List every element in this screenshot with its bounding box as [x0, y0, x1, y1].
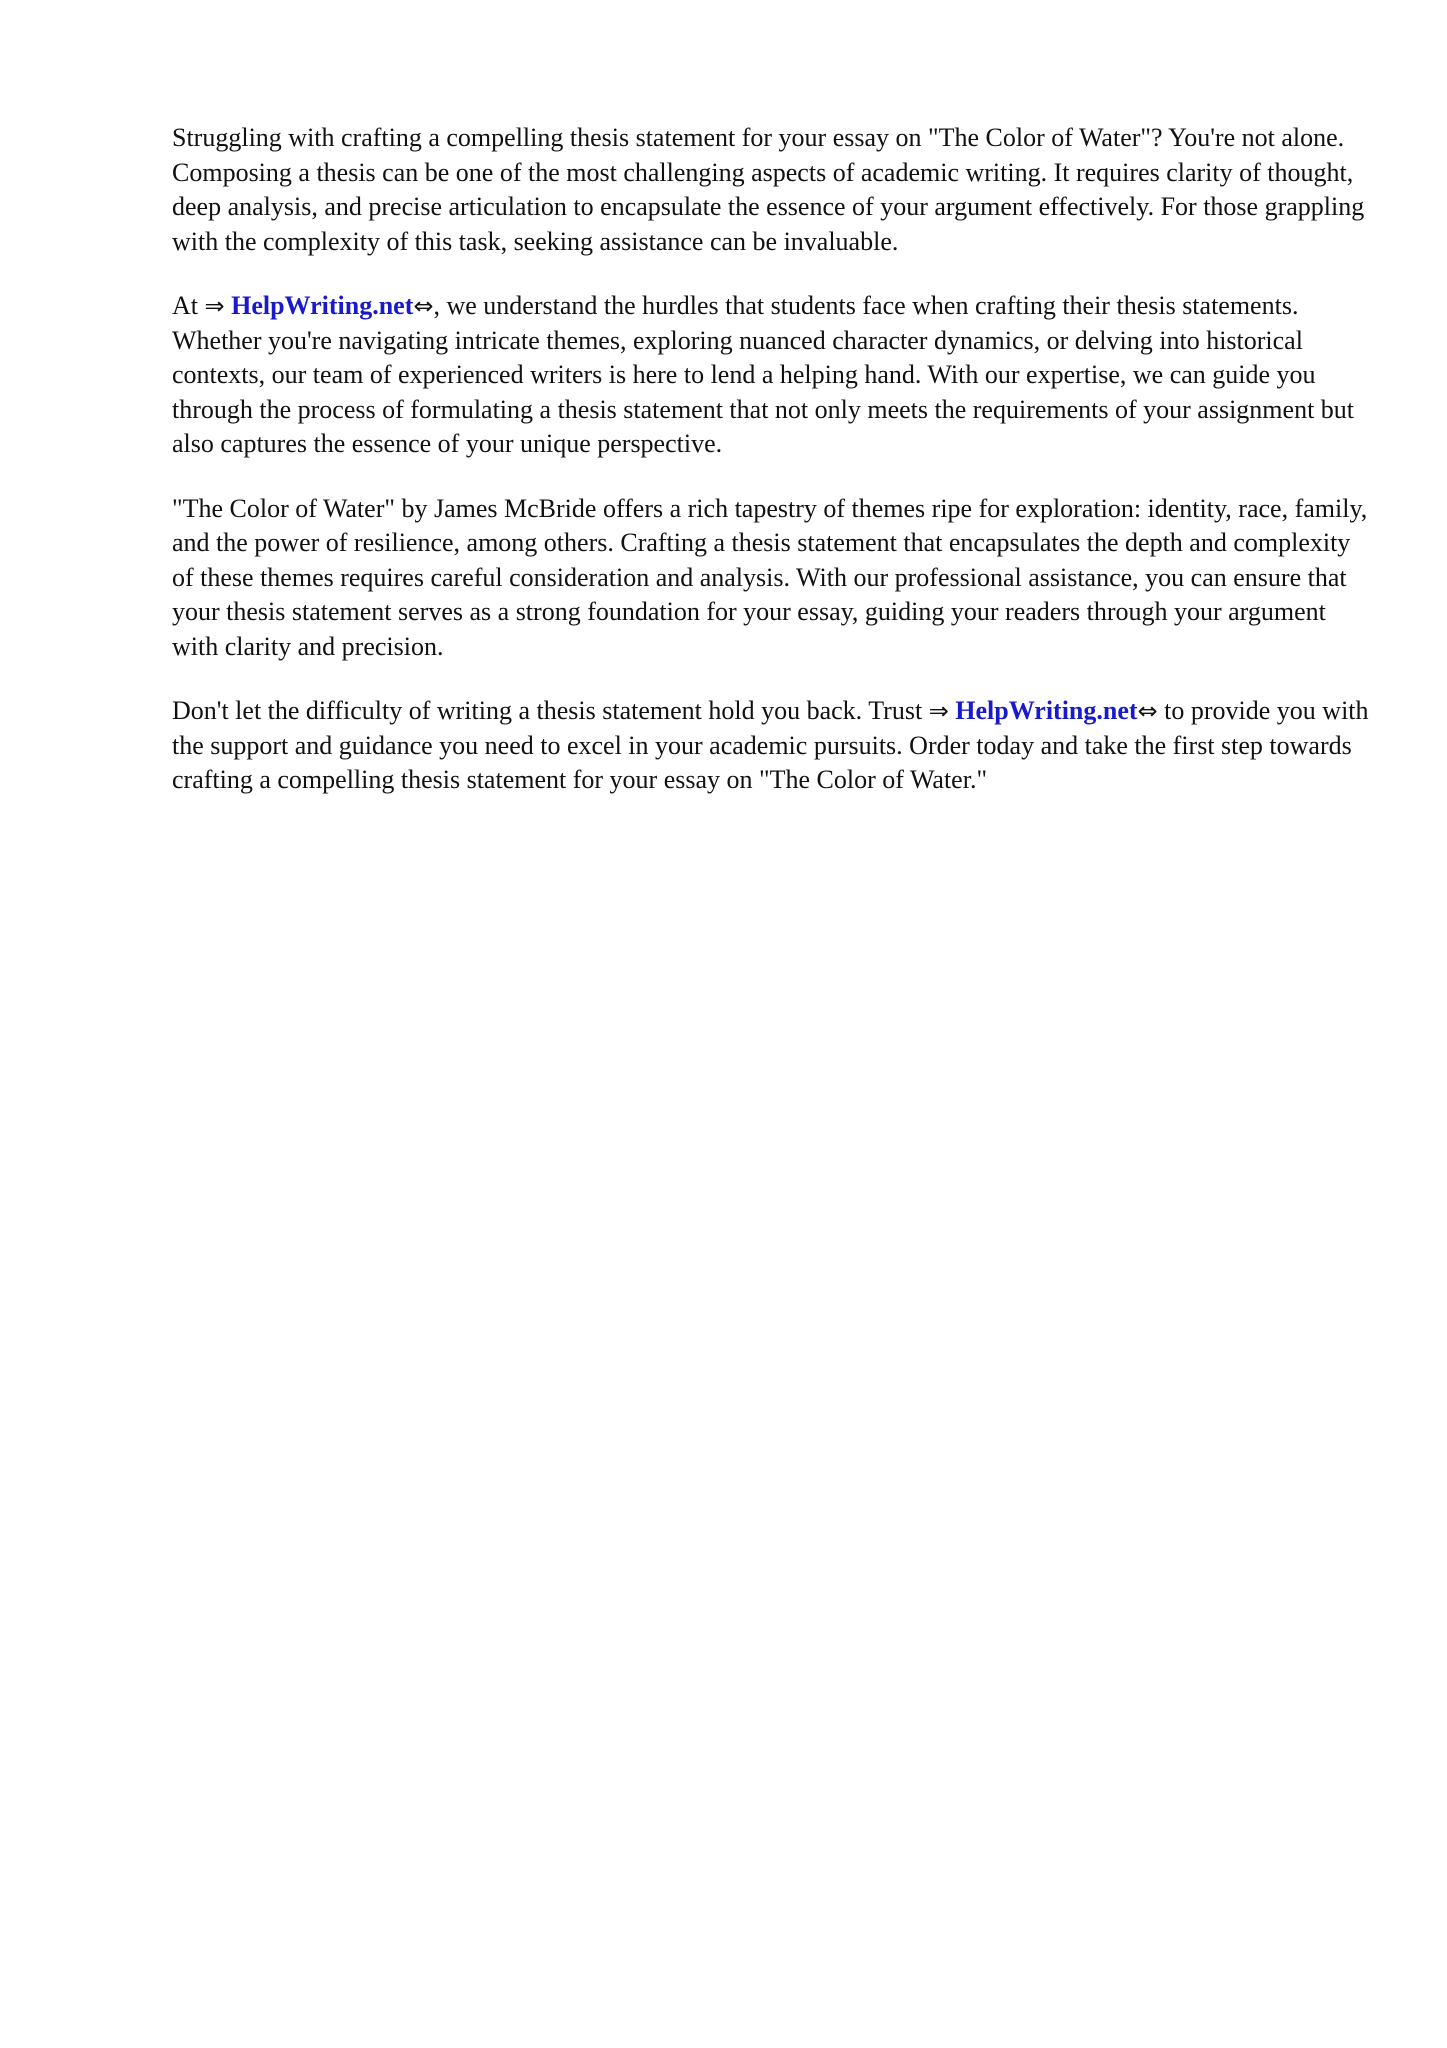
double-arrow-icon: ⇔ [1137, 697, 1158, 725]
paragraph-service-text: , we understand the hurdles that students face when crafting their thesis statements. Whether you're navigating intricate themes, exploring nuanced character dynamics, or delving into historical contexts, our team of experienced writers is here to lend a helping hand. With our expertise, we can guide you through the process of formulating a thesis statement that not only meets the requirements of your assignment but also captures the essence of your unique perspective. [172, 291, 1355, 458]
paragraph-intro: Struggling with crafting a compelling thesis statement for your essay on "The Color of Water"? You're not alone. Composing a thesis can be one of the most challenging aspects of academic writing. It requires clarity of thought, deep analysis, and precise articulation to encapsulate the essence of your argument effectively. For those grappling with the complexity of this task, seeking assistance can be invaluable. [172, 123, 1365, 256]
paragraph-themes: "The Color of Water" by James McBride offers a rich tapestry of themes ripe for exploration: identity, race, family, and the power of resilience, among others. Crafting a thesis statement that encapsulates the depth and complexity of these themes requires careful consideration and analysis. With our professional assistance, you can ensure that your thesis statement serves as a strong foundation for your essay, guiding your readers through your argument with clarity and precision. [172, 493, 1368, 661]
right-arrow-icon: ⇒ [928, 697, 949, 725]
paragraph-cta [172, 694, 1372, 798]
paragraph-service [172, 289, 1372, 462]
paragraph-cta-lead: Don't let the difficulty of writing a thesis statement hold you back. Trust [172, 696, 929, 725]
paragraph-cta-text: to provide you with the support and guidance you need to excel in your academic pursuits. Order today and take the first step towards crafting a compelling thesis statement for your essay on "The Color of Water." [172, 696, 1369, 794]
double-arrow-icon: ⇔ [413, 292, 434, 320]
right-arrow-icon: ⇒ [204, 292, 225, 320]
document-body [172, 121, 1372, 828]
helpwriting-link[interactable]: HelpWriting.net [955, 696, 1138, 725]
paragraph-service-lead: At [172, 291, 205, 320]
helpwriting-link[interactable]: HelpWriting.net [231, 291, 414, 320]
